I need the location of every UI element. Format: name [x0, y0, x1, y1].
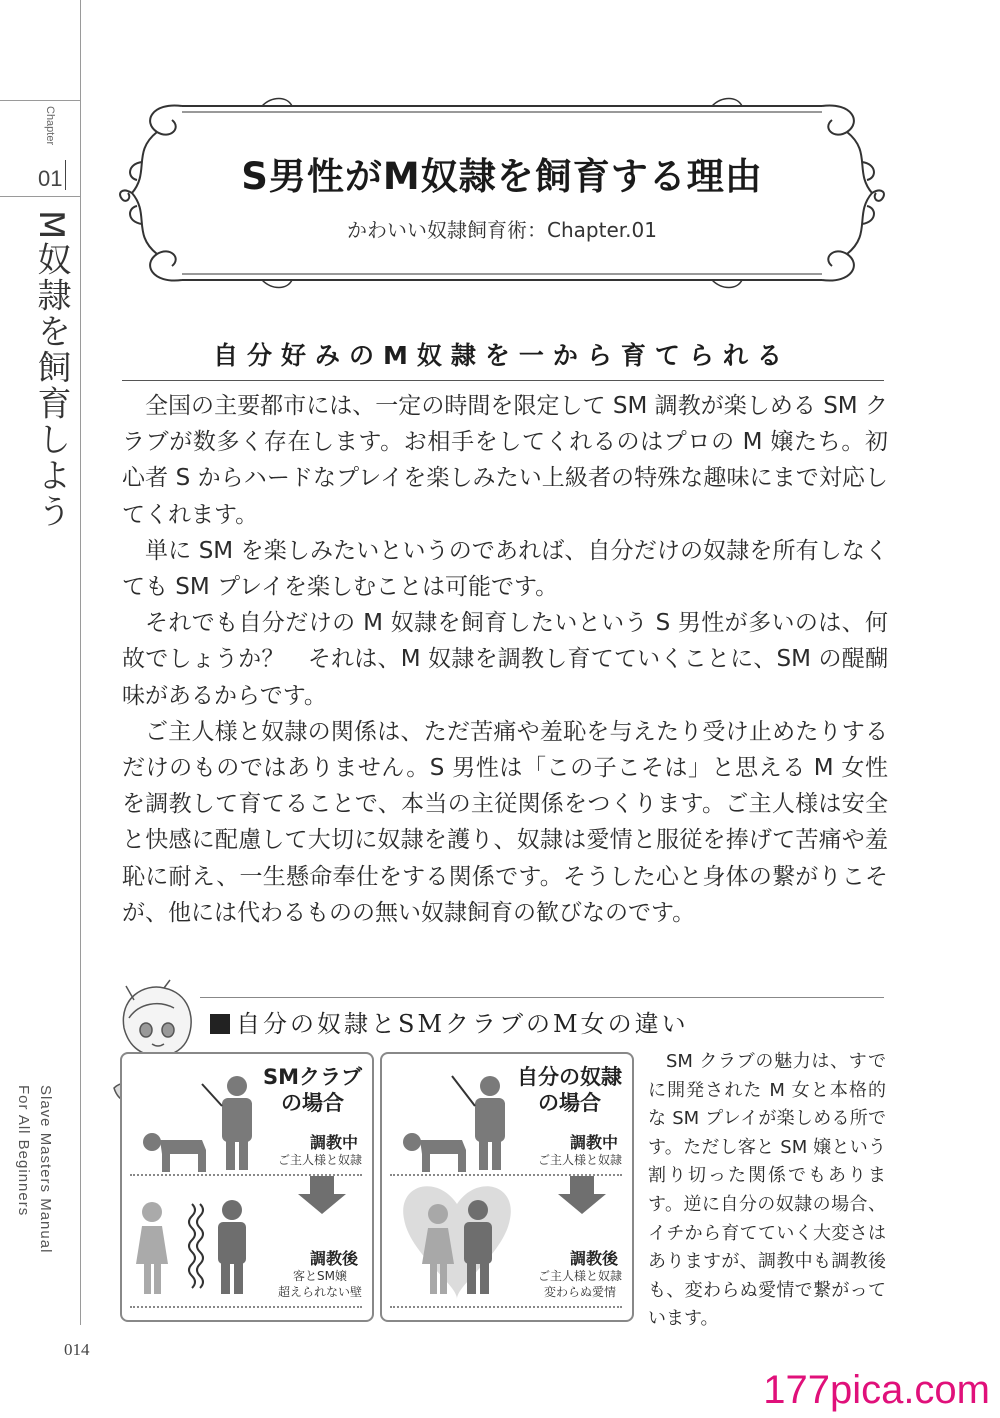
body-text — [122, 388, 888, 931]
paragraph: 単に SM を楽しみたいというのであれば、自分だけの奴隷を所有しなくても SM プレイを楽しむことは可能です。 — [122, 537, 888, 601]
panel-title-line2: の場合 — [280, 1091, 344, 1115]
chapter-number: 01 — [38, 166, 63, 191]
panel-sm-club-title — [263, 1064, 362, 1116]
paragraph: 全国の主要都市には、一定の時間を限定して SM 調教が楽しめる SM クラブが数多く存在します。お相手をしてくれるのはプロの M 嬢たち。初心者 S からハードなプレイを楽しみたい上級者の特殊な趣味にまで対応してくれます。 — [122, 393, 888, 528]
during-sub: ご主人様と奴隷 — [277, 1153, 362, 1167]
paragraph: ご主人様と奴隷の関係は、ただ苦痛や羞恥を与えたり受け止めたりするだけのものではありません。S 男性は「この子こそは」と思える M 女性を調教して育てることで、本当の主従関係をつくります。ご主人様は安全と快感に配慮して大切に奴隷を護り、奴隷は愛情と服従を捧げて苦痛や羞恥に耐え、一生懸命奉仕をする関係です。そうした心と身体の繋がりこそが、他には代わるものの無い奴隷飼育の歓びなのです。 — [122, 718, 889, 926]
after-sub — [538, 1268, 622, 1300]
during-sub: ご主人様と奴隷 — [537, 1153, 622, 1167]
book-title-line2: For All Beginners — [15, 1085, 32, 1217]
panel-bottom-divider — [130, 1306, 362, 1308]
section-rule — [122, 380, 884, 381]
panel-title-line1: 自分の奴隷 — [517, 1065, 622, 1089]
panel-title-line1: SMクラブ — [262, 1065, 362, 1089]
after-label: 調教後 — [569, 1249, 618, 1268]
panel-bottom-divider — [390, 1306, 622, 1308]
after-sub-line2: 変わらぬ愛情 — [543, 1285, 616, 1299]
after-sub-line1: 客とSM嬢 — [293, 1269, 347, 1283]
paragraph: それでも自分だけの M 奴隷を飼育したいという S 男性が多いのは、何故でしょうか？ それは、M 奴隷を調教し育てていくことに、SM の醍醐味があるからです。 — [122, 610, 888, 709]
after-sub — [278, 1268, 362, 1300]
during-label: 調教中 — [309, 1133, 358, 1152]
page-title: S男性がM奴隷を飼育する理由 — [241, 155, 763, 198]
panel-own-slave — [380, 1052, 634, 1322]
vertical-chapter-title: M奴隷を飼育しよう — [31, 210, 71, 530]
after-sub-line1: ご主人様と奴隷 — [537, 1269, 622, 1283]
panel-divider — [130, 1174, 362, 1176]
comparison-text — [648, 1048, 886, 1334]
box-heading-rule — [200, 997, 884, 998]
sidebar-divider — [0, 196, 80, 197]
square-bullet-icon — [210, 1014, 230, 1034]
page-subtitle: かわいい奴隷飼育術：Chapter.01 — [347, 218, 657, 242]
page-number: 014 — [64, 1340, 90, 1359]
watermark-text: 177pica.com — [763, 1368, 990, 1412]
after-label: 調教後 — [309, 1249, 358, 1268]
chapter-label: Chapter — [44, 106, 56, 146]
sidebar-top-line — [0, 100, 80, 101]
chapter-number-bar — [65, 160, 66, 190]
comparison-heading-text: 自分の奴隷とSMクラブのM女の違い — [236, 1010, 689, 1038]
sidebar-rule — [80, 0, 81, 1325]
comparison-heading — [210, 1004, 689, 1039]
during-label: 調教中 — [569, 1133, 618, 1152]
panel-divider — [390, 1174, 622, 1176]
book-title-line1: Slave Masters Manual — [37, 1085, 54, 1254]
section-heading: 自分好みのM奴隷を一から育てられる — [213, 341, 791, 370]
panel-title-line2: の場合 — [538, 1091, 601, 1115]
comparison-paragraph: SM クラブの魅力は、すでに開発された M 女と本格的な SM プレイが楽しめる所です。ただし客と SM 嬢という割り切った関係でもあります。逆に自分の奴隷の場合、イチから育てていく大変さはありますが、調教中も調教後も、変わらぬ愛情で繋がっています。 — [648, 1051, 886, 1330]
after-sub-line2: 超えられない壁 — [277, 1285, 362, 1299]
panel-own-slave-title — [517, 1064, 622, 1116]
book-title-vertical — [12, 1085, 56, 1315]
panel-sm-club — [120, 1052, 374, 1322]
